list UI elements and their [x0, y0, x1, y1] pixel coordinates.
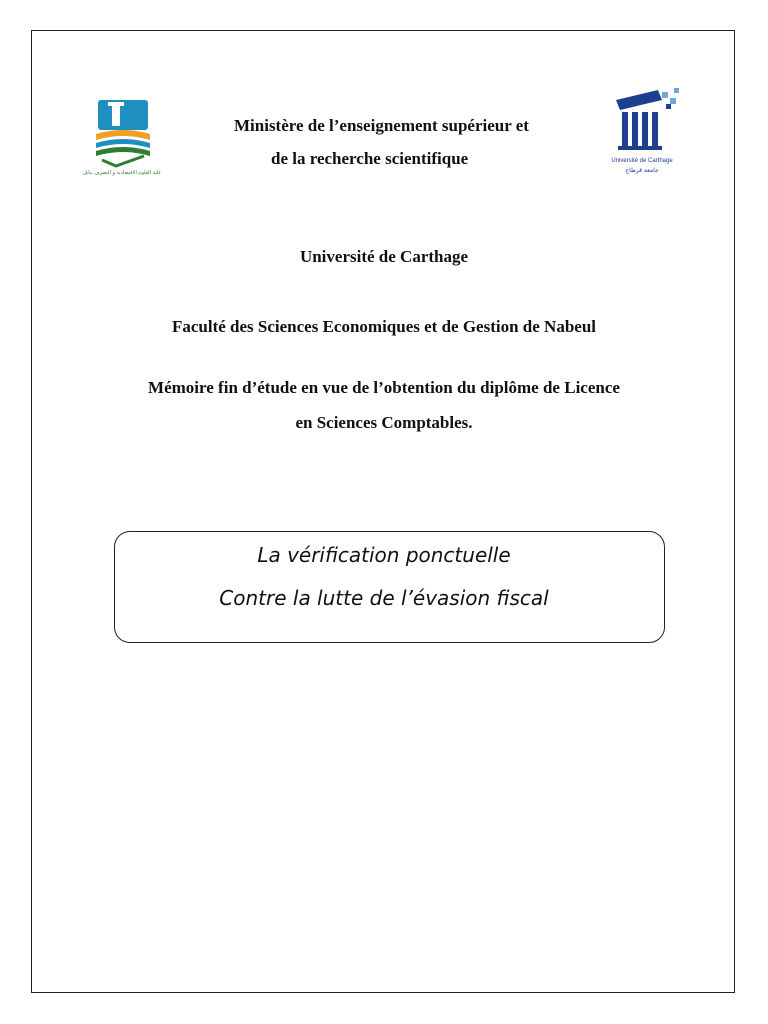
logo-left-book-mid [96, 139, 150, 148]
ministry-line-2: de la recherche scientifique [271, 149, 469, 168]
faculty-logo-caption: كلية العلوم الاقتصادية و التصرف بنابل [83, 170, 161, 176]
memoire-line-1: Mémoire fin d’étude en vue de l’obtention du diplôme de Licence [148, 378, 620, 397]
logo-right-pillar-2 [632, 112, 638, 146]
logo-left-check [102, 156, 144, 166]
ministry-line-1: Ministère de l’enseignement supérieur et [234, 116, 529, 135]
faculty-name: Faculté des Sciences Economiques et de Gestion de Nabeul [171, 317, 597, 336]
logo-right-pillar-4 [652, 112, 658, 146]
logo-right-square-4 [674, 88, 679, 93]
thesis-title-line-1: La vérification ponctuelle [257, 543, 511, 567]
memoire-line-2: en Sciences Comptables. [295, 413, 473, 432]
logo-right-pillar-3 [642, 112, 648, 146]
logo-right-base [618, 146, 662, 150]
logo-right-pediment [616, 90, 662, 110]
university-name: Université de Carthage [299, 247, 469, 266]
university-logo-caption-fr: Université de Carthage [611, 158, 673, 164]
logo-left-book-top [96, 130, 150, 140]
logo-left-book-bottom [96, 147, 150, 156]
thesis-title-line-2: Contre la lutte de l’évasion fiscal [219, 586, 549, 610]
logo-right-square-1 [662, 92, 668, 98]
logo-right-square-2 [670, 98, 676, 104]
logo-right-pillar-1 [622, 112, 628, 146]
university-carthage-logo [610, 86, 684, 156]
logo-left-column [112, 104, 120, 126]
university-logo-caption-ar: جامعة قرطاج [625, 167, 659, 174]
logo-left-capital [108, 102, 124, 106]
logo-right-square-3 [666, 104, 671, 109]
